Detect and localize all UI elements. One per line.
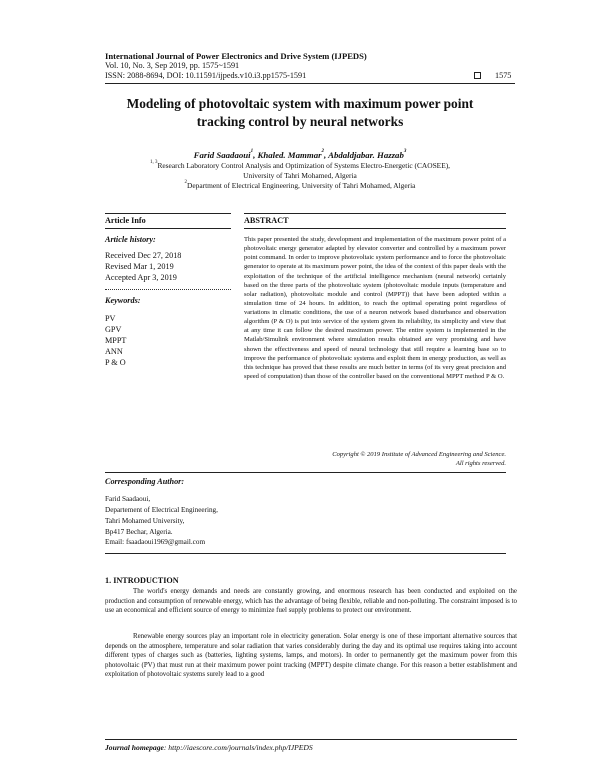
intro-paragraph: Renewable energy sources play an important role in electricity generation. Solar energy is one of these important alternative sources that depends on the atmosphere, temperature and solar radiation that varies considerably during the day and its optimal use requires taking into account different types of charges such as (batteries, lighting systems, lamps, and motors). In order to permanently get the maximum power from this photovoltaic (PV) that must run at their maximum power point tracking (MPPT) despite climate change. For this reason a better establishment and exploitation of photovoltaic systems surely lead to a good (105, 633, 517, 679)
keyword: MPPT (105, 336, 127, 345)
affiliation-text: University of Tahri Mohamed, Algeria (243, 171, 357, 180)
copyright-line: Copyright © 2019 Institute of Advanced Engineering and Science. (332, 451, 506, 458)
author-sup: 2 (321, 149, 325, 154)
keyword: GPV (105, 325, 122, 334)
keyword: ANN (105, 347, 123, 356)
affiliation-text: Research Laboratory Control Analysis and Optimization of Systems Electro-Energetic (CAOSEE), (157, 161, 451, 170)
affiliation (60, 181, 540, 190)
author-university: Tahri Mohamed University, (105, 517, 185, 525)
divider (105, 553, 506, 554)
author-sup: 1 (250, 149, 254, 154)
article-info-heading: Article Info (105, 216, 146, 225)
corresponding-author-heading: Corresponding Author: (105, 477, 185, 486)
divider (105, 472, 506, 473)
revised-date: Revised Mar 1, 2019 (105, 262, 174, 271)
abstract-heading: ABSTRACT (244, 216, 289, 225)
author-name: Farid Saadaoui (193, 150, 251, 160)
journal-name: International Journal of Power Electronics and Drive System (IJPEDS) (105, 51, 367, 61)
article-history-heading: Article history: (105, 235, 156, 244)
author-list: Farid Saadaoui$^1$, Khaled. Mammar$^2$, Abdaldjabar. Hazzab$^3$ (193, 149, 407, 160)
keyword: P & O (105, 358, 126, 367)
square-icon (474, 72, 481, 79)
author-name: Khaled. Mammar (257, 150, 322, 160)
intro-paragraph: The world's energy demands and needs are constantly growing, and enormous research has been conducted and exploited on the production and consumption of renewable energy, which has the advantage of being flexible, reliable and non-polluting. The constraint imposed is to use an economical and efficient source of energy to minimize fuel supply problems to protect our environment. (105, 588, 517, 615)
keywords-heading: Keywords: (105, 296, 141, 305)
author-department: Departement of Electrical Engineering, (105, 506, 218, 514)
divider (244, 213, 506, 214)
affiliation-sup: 2 (184, 180, 188, 185)
accepted-date: Accepted Apr 3, 2019 (105, 273, 177, 282)
affiliation-text: Department of Electrical Engineering, University of Tahri Mohamed, Algeria (187, 181, 416, 190)
author-address: Bp417 Bechar, Algeria. (105, 528, 173, 536)
divider (105, 228, 231, 229)
affiliation (60, 161, 540, 170)
keyword: PV (105, 314, 116, 323)
paper-title (60, 95, 540, 131)
copyright (244, 450, 506, 468)
introduction-heading: 1. INTRODUCTION (105, 576, 179, 585)
author-name: Farid Saadaoui, (105, 495, 151, 503)
divider (105, 213, 231, 214)
footer-divider (105, 739, 517, 740)
author-email: Email: fsaadaoui1969@gmail.com (105, 538, 206, 546)
author-name: Abdaldjabar. Hazzab (328, 150, 404, 160)
page-number: 1575 (495, 71, 512, 80)
volume-info: Vol. 10, No. 3, Sep 2019, pp. 1575~1591 (105, 61, 240, 70)
journal-homepage-url[interactable]: : http://iaescore.com/journals/index.php/IJPEDS (163, 743, 313, 752)
author-sup: 3 (403, 149, 407, 154)
copyright-line: All rights reserved. (455, 460, 506, 467)
journal-homepage (105, 743, 313, 752)
issn-doi: ISSN: 2088-8694, DOI: 10.11591/ijpeds.v10.i3.pp1575-1591 (105, 71, 307, 80)
affiliation-sup: 1, 3 (149, 160, 158, 165)
divider (105, 289, 231, 290)
journal-homepage-label: Journal homepage (105, 743, 164, 752)
divider (244, 228, 506, 229)
header-divider (105, 83, 515, 84)
title-line: tracking control by neural networks (196, 114, 404, 129)
received-date: Received Dec 27, 2018 (105, 251, 182, 260)
abstract-text: This paper presented the study, development and implementation of the maximum power point of a photovoltaic energy generator adapted by elevator converter and controlled by a maximum power point command. In order to improve photovoltaic system performance and to force the photovoltaic generator to operate at its maximum power point, the idea of the context of this paper deals with the exploitation of the technique of the artificial intelligence mechanism (neural network) certainly based on the three parts of the photovoltaic system (photovoltaic module inputs (temperature and solar radiation), photovoltaic module and control (MPPT)) that have been adopted within a simulation time of 24 hours. In addition, to reach the optimal operating point regardless of variations in climatic conditions, the use of a neuron network based disturbance and observation algorithm (P & O) is put into service of the system given its reliability, its simplicity and view that at any time it can follow the desired maximum power. The entire system is implemented in the Matlab/Simulink environment where simulation results obtained are very promising and have shown the effectiveness and speed of neural technology that still require a learning base so to improve the performance of photovoltaic systems and exploit them in energy production, as well as this technique has proved that these results are much better in terms (of its very great precision and speed of computation) than those of the controller based on the conventional MPPT method P & O. (244, 236, 506, 380)
title-line: Modeling of photovoltaic system with maximum power point (126, 96, 474, 111)
